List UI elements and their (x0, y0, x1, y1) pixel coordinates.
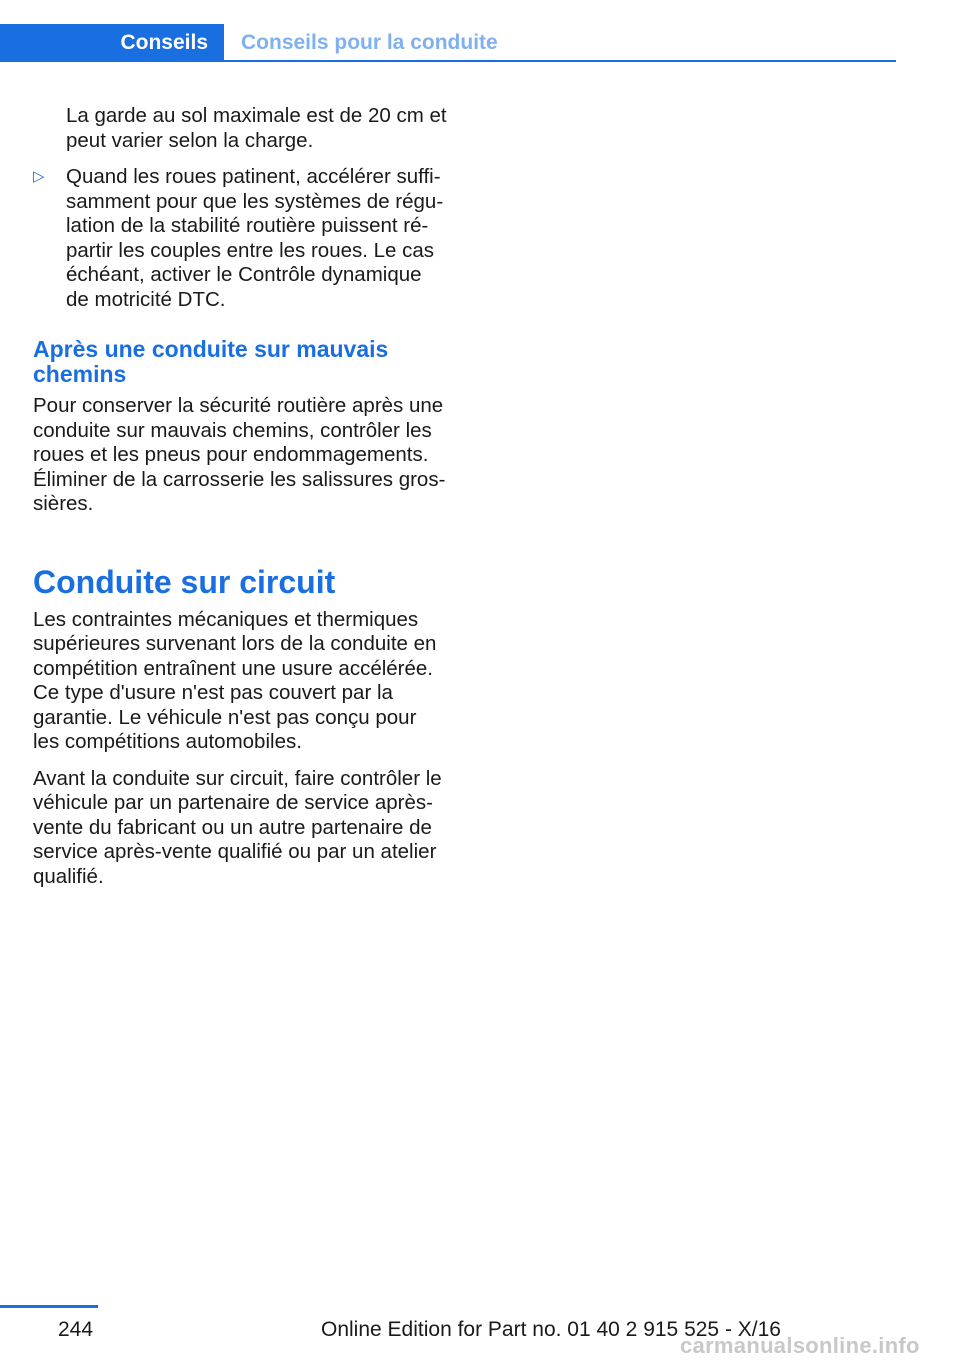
chapter-tab-label: Conseils (120, 30, 208, 54)
list-item-text: Quand les roues patinent, accélérer suffisamment pour que les systèmes de régulation de la stabilité routière puissent répartir les couples entre les roues. Le cas échéant, activer le Contrôle dynamique de motricité DTC. (66, 165, 444, 311)
header-divider (0, 60, 896, 62)
subheading-paragraph: Pour conserver la sécurité routière après une conduite sur mauvais chemins, contrôler les roues et les pneus pour endommagements. Éliminer de la carrosserie les salissures grossières. (33, 394, 446, 515)
chapter-tab (0, 24, 224, 61)
page-content (33, 104, 448, 889)
page-header (0, 0, 960, 62)
section-title: Conduite sur circuit (33, 563, 336, 600)
page-number: 244 (58, 1318, 94, 1341)
section-paragraph-1: Les contraintes mécaniques et thermiques supérieures survenant lors de la conduite en compétition entraînent une usure accélérée. Ce type d'usure n'est pas couvert par la garantie. Le véhicule n'est pas conçu pour les compétitions automobiles. (33, 607, 437, 753)
footer-divider (0, 1305, 98, 1308)
edition-text: Online Edition for Part no. 01 40 2 915 525 - X/16 (321, 1318, 781, 1341)
list-item (33, 165, 448, 312)
intro-paragraph: La garde au sol maximale est de 20 cm et peut varier selon la charge. (66, 104, 447, 152)
section-paragraph-2: Avant la conduite sur circuit, faire contrôler le véhicule par un partenaire de service après-vente du fabricant ou un autre partenaire de service après-vente qualifié ou par un atelier qualifié. (33, 766, 442, 888)
subheading: Après une conduite sur mauvais chemins (33, 336, 389, 387)
triangle-bullet-icon: ▷ (33, 168, 45, 185)
section-tab (241, 24, 498, 61)
watermark: carmanualsonline.info (680, 1333, 920, 1358)
section-tab-label: Conseils pour la conduite (241, 30, 498, 54)
